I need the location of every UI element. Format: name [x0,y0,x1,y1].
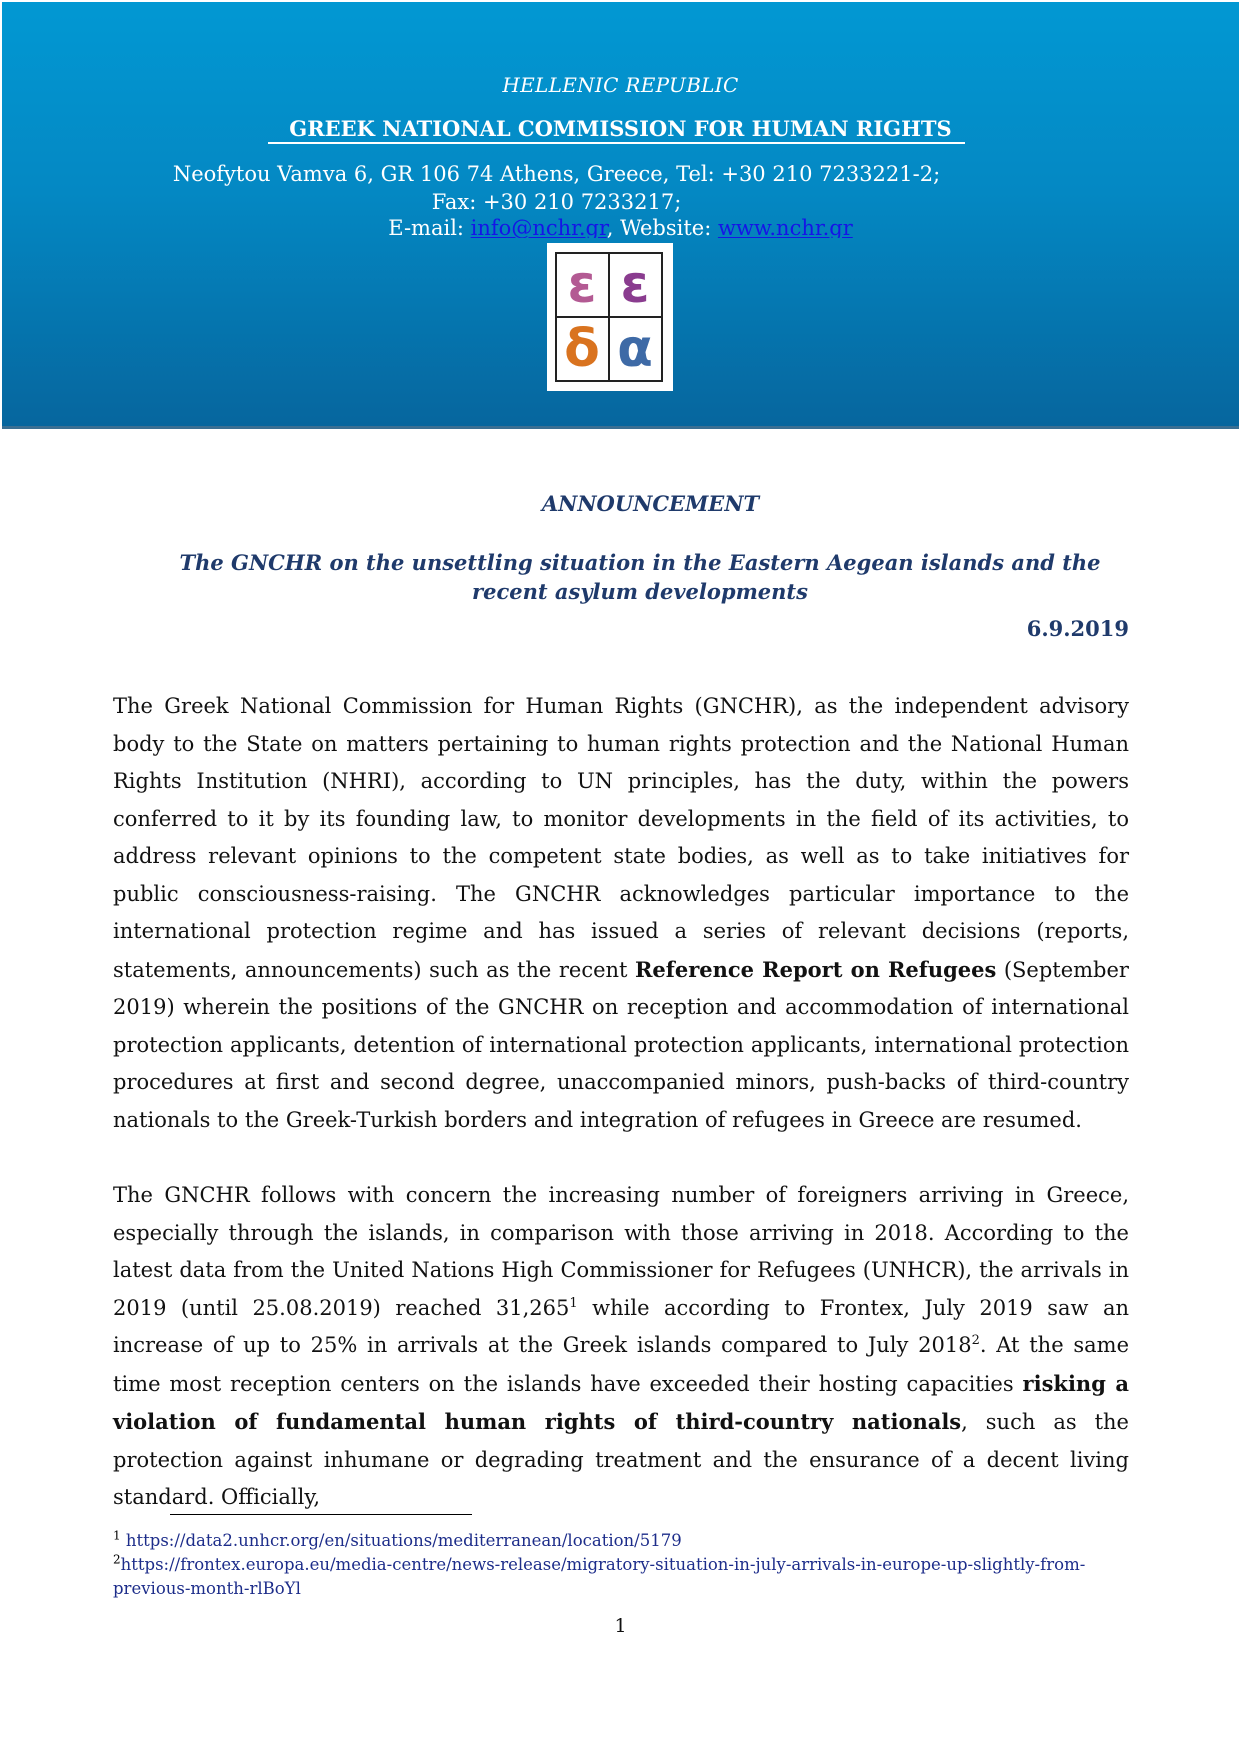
gnchr-logo [547,243,673,391]
paragraph-2-text-d: , such as the protection against inhumane or degrading treatment and the ensurance of a decent living standard. Officially, [113,1410,1129,1509]
footnote-1[interactable] [113,1529,1129,1553]
logo-letter-alpha: α [617,319,653,379]
footnote-2[interactable] [113,1553,1129,1601]
announcement-title: The GNCHR on the unsettling situation in the Eastern Aegean islands and the recent asylum developments [179,550,1101,604]
footnote-1-url[interactable]: https://data2.unhcr.org/en/situations/mediterranean/location/5179 [120,1531,682,1550]
commission-name: GREEK NATIONAL COMMISSION FOR HUMAN RIGHTS [289,116,952,141]
announcement-label: ANNOUNCEMENT [541,491,760,516]
footnotes [113,1529,1129,1601]
website-label: , Website: [606,216,718,238]
email-label: E-mail: [388,216,471,238]
header-banner [2,2,1239,426]
footnote-2-number: 2 [113,1552,121,1567]
paragraph-1 [113,688,1129,1139]
paragraph-2 [113,1177,1129,1517]
logo-grid [555,252,663,382]
paragraph-2-text-c: . At the same time most reception centers on the islands have exceeded their hosting capacities [113,1333,1129,1396]
footnote-2-url[interactable]: https://frontex.europa.eu/media-centre/news-release/migratory-situation-in-july-arrivals-in-europe-up-slightly-from-previous-month-rlBoYl [113,1555,1086,1598]
commission-underline [268,142,965,144]
logo-letter-delta: δ [564,319,600,379]
logo-letter-epsilon-1: ε [567,255,597,315]
footnote-separator [170,1514,472,1515]
republic-label: HELLENIC REPUBLIC [502,73,739,97]
footnote-ref-1[interactable]: 1 [569,1295,578,1311]
paragraph-2-text-a: The GNCHR follows with concern the increasing number of foreigners arriving in Greece, especially through the islands, in comparison with those arriving in 2018. According to the latest data from the United Nations High Commissioner for Refugees (UNHCR), the arrivals in 2019 (until 25.08.2019) reached 31,265 [113,1183,1129,1320]
announcement-date: 6.9.2019 [1026,616,1129,641]
logo-letter-epsilon-2: ε [620,255,650,315]
violation-bold: risking a violation of fundamental human rights of third-country nationals [113,1370,1129,1434]
page-number: 1 [614,1615,627,1637]
footnote-1-number: 1 [113,1528,121,1543]
email-link[interactable]: info@nchr.gr [470,216,607,238]
paragraph-2-text-b: while according to Frontex, July 2019 saw an increase of up to 25% in arrivals at the Greek islands compared to July 2018 [113,1295,1129,1357]
address-text: Neofytou Vamva 6, GR 106 74 Athens, Greece, Tel: +30 210 7233221-2; Fax: +30 210 7233217; [172,162,941,214]
reference-report-bold: Reference Report on Refugees [634,956,997,982]
paragraph-1-text-b: (September 2019) wherein the positions of the GNCHR on reception and accommodation of international protection applicants, detention of international protection applicants, international protection procedures at first and second degree, unaccompanied minors, push-backs of third-country nationals to the Greek-Turkish borders and integration of refugees in Greece are resumed. [113,957,1129,1132]
website-link[interactable]: www.nchr.gr [717,216,853,238]
footnote-ref-2[interactable]: 2 [971,1333,980,1348]
contact-line [2,216,1239,238]
paragraph-1-text-a: The Greek National Commission for Human Rights (GNCHR), as the independent advisory body to the State on matters pertaining to human rights protection and the National Human Rights Institution (NHRI), according to UN principles, has the duty, within the powers conferred to it by its founding law, to monitor developments in the field of its activities, to address relevant opinions to the competent state bodies, as well as to take initiatives for public consciousness-raising. The GNCHR acknowledges particular importance to the international protection regime and has issued a series of relevant decisions (reports, statements, announcements) such as the recent [113,694,1129,982]
